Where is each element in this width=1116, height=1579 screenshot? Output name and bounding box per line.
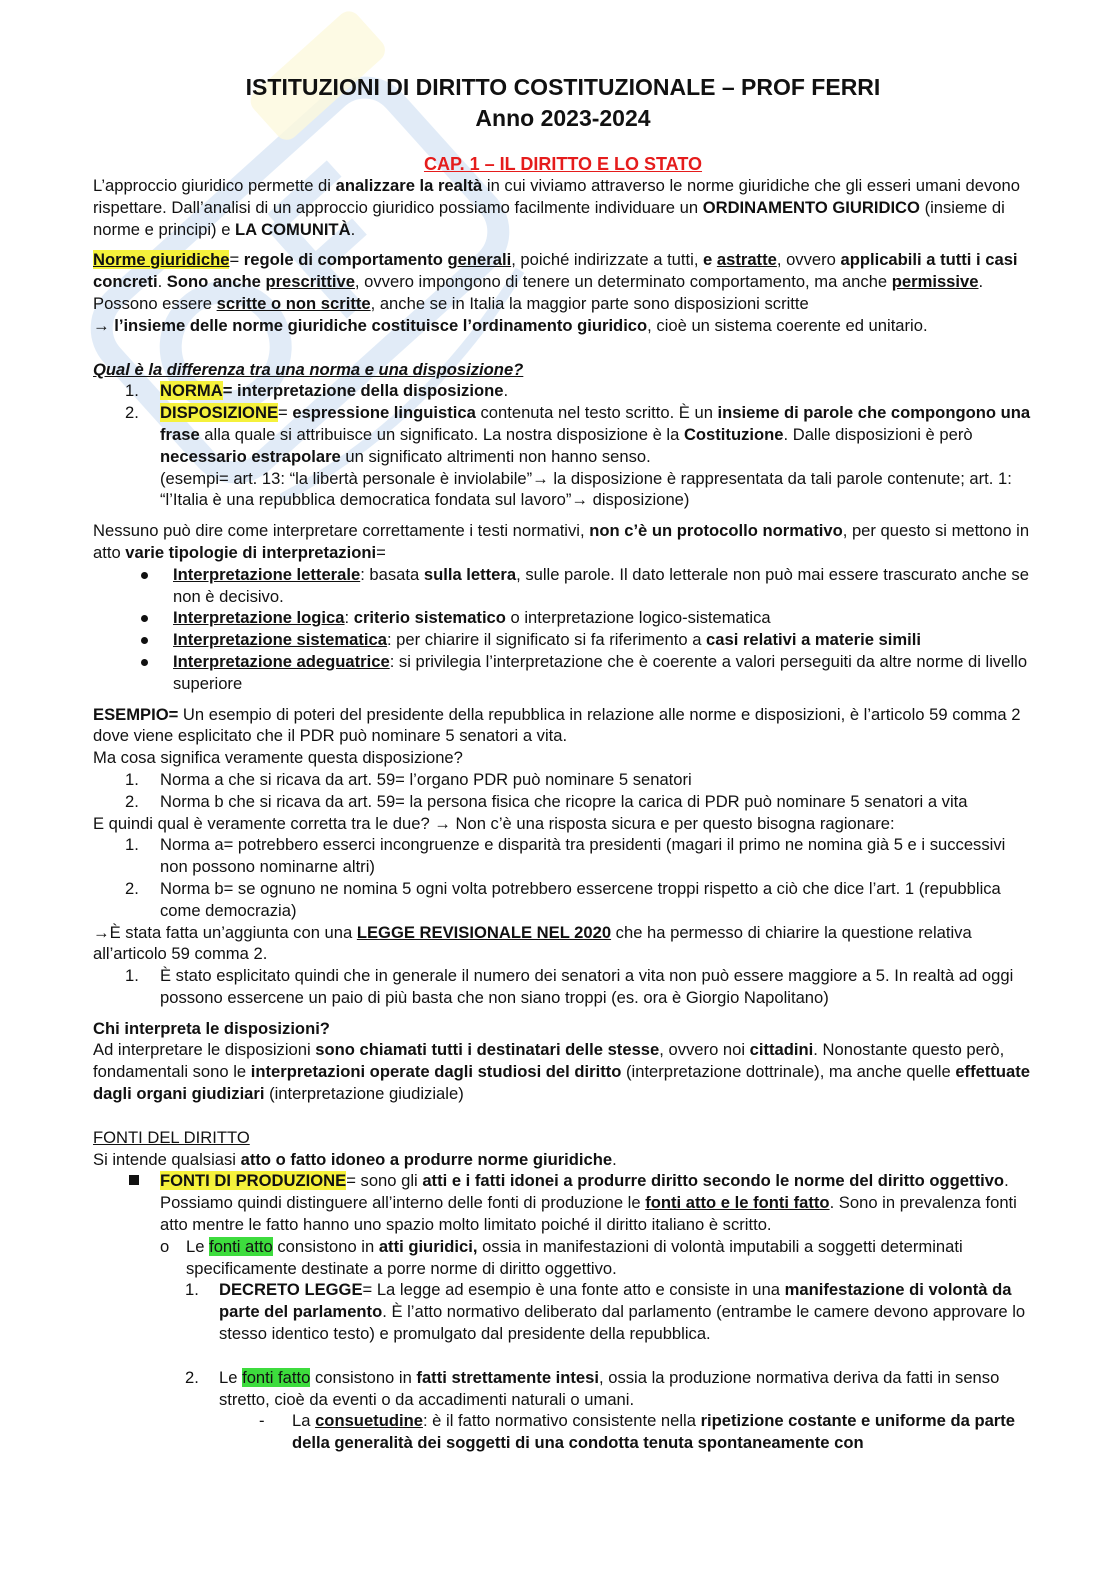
ordinamento-paragraph: → l’insieme delle norme giuridiche costituisce l’ordinamento giuridico, cioè un sistema coerente ed unitario. <box>93 315 928 335</box>
fonti-definition: Si intende qualsiasi atto o fatto idoneo a produrre norme giuridiche. <box>93 1149 617 1169</box>
esempio-paragraph: ESEMPIO= Un esempio di poteri del presidente della repubblica in relazione alle norme e disposizioni, è l’articolo 59 comma 2 dove viene esplicitato che il PDR può nominare 5 senatori a vita. <box>93 704 1021 746</box>
interpretazioni-list <box>93 564 1033 695</box>
fonti-fatto-item: 2. Le fonti fatto consistono in fatti strettamente intesi, ossia la produzione normativa deriva da fatti in senso stretto, cioè da eventi o da accadimenti naturali o umani. <box>185 1367 1000 1409</box>
question-chi-interpreta: Chi interpreta le disposizioni? <box>93 1018 330 1038</box>
chapter-heading: CAP. 1 – IL DIRITTO E LO STATO <box>423 154 703 174</box>
list-item: 2. DISPOSIZIONE= espressione linguistica contenuta nel testo scritto. È un insieme di parole che compongono una frase alla quale si attribuisce un significato. La nostra disposizione è la Costituzione. Dalle disposizioni è però necessario estrapolare un significato altrimenti non hanno senso. (esempi= art. 13: “la libertà personale è inviolabile”→ la disposizione è rappresentata da tali parole contenute; art. 1: “l’Italia è una repubblica democratica fondata sul lavoro”→ disposizione) <box>125 403 1031 510</box>
list-item: Interpretazione adeguatrice: si privilegia l’interpretazione che è coerente a valori perseguiti da altre norme di livello superiore <box>93 651 1033 695</box>
interpretazioni-paragraph: Nessuno può dire come interpretare correttamente i testi normativi, non c’è un protocollo normativo, per questo si mettono in atto varie tipologie di interpretazioni= <box>93 521 1030 562</box>
question-norma-disposizione: Qual è la differenza tra una norma e una disposizione? <box>93 359 524 379</box>
list-item: Interpretazione logica: criterio sistematico o interpretazione logico-sistematica <box>93 607 1033 629</box>
list-item: 2. Norma b= se ognuno ne nomina 5 ogni volta potrebbero essercene troppi rispetto a ciò che dice l’art. 1 (repubblica come democrazia) <box>125 878 1001 920</box>
senatori-list <box>93 965 1033 1009</box>
document-title <box>93 72 1033 134</box>
consuetudine-item: - La consuetudine: è il fatto normativo consistente nella ripetizione costante e uniforme da parte della generalità dei soggetti di una condotta tenuta spontaneamente con <box>259 1411 1016 1453</box>
bullet-icon <box>141 572 148 579</box>
bullet-icon <box>141 659 148 666</box>
intro-paragraph: L’approccio giuridico permette di analizzare la realtà in cui viviamo attraverso le norme giuridiche che gli esseri umani devono rispettare. Dall’analisi di un approccio giuridico possiamo facilmente individuare un ORDINAMENTO GIURIDICO (insieme di norme e principi) e LA COMUNITÀ. <box>93 176 1020 239</box>
chi-interpreta-paragraph: Ad interpretare le disposizioni sono chiamati tutti i destinatari delle stesse, ovvero noi cittadini. Nonostante questo però, fondamentali sono le interpretazioni operate dagli studiosi del diritto (interpretazione dottrinale), ma anche quelle effettuate dagli organi giudiziari (interpretazione giudiziale) <box>93 1040 1030 1104</box>
fonti-atto-item: o Le fonti atto consistono in atti giuridici, ossia in manifestazioni di volontà imputabili a soggetti determinati specificamente destinate a porre norme di diritto oggettivo. <box>160 1236 963 1278</box>
decreto-legge-item: 1. DECRETO LEGGE= La legge ad esempio è una fonte atto e consiste in una manifestazione di volontà da parte del parlamento. È l’atto normativo deliberato dal parlamento (entrambe le camere devono approvare lo stesso identico testo) e promulgato dal presidente della repubblica. <box>185 1280 1026 1344</box>
norma-ab-list <box>93 769 1033 813</box>
title-line-2: Anno 2023-2024 <box>475 105 651 131</box>
list-item: 1. Norma a= potrebbero esserci incongruenze e disparità tra presidenti (magari il primo ne nomina già 5 e i successivi non possono nominarne altri) <box>125 835 1006 877</box>
ragionare-paragraph: E quindi qual è veramente corretta tra le due? → Non c’è una risposta sicura e per questo bisogna ragionare: <box>93 813 895 833</box>
esempio-question: Ma cosa significa veramente questa disposizione? <box>93 748 463 768</box>
legge-revisionale-paragraph: →È stata fatta un’aggiunta con una LEGGE REVISIONALE NEL 2020 che ha permesso di chiarire la questione relativa all’articolo 59 comma 2. <box>93 922 972 964</box>
list-item: Interpretazione sistematica: per chiarire il significato si fa riferimento a casi relativi a materie simili <box>93 629 1033 651</box>
fonti-heading: FONTI DEL DIRITTO <box>93 1127 250 1147</box>
list-item: 1. È stato esplicitato quindi che in generale il numero dei senatori a vita non può essere maggiore a 5. In realtà ad oggi possono essercene un paio di più basta che non siano troppi (es. ora è Giorgio Napolitano) <box>125 966 1014 1007</box>
document-page <box>93 72 1033 1454</box>
bullet-icon <box>141 615 148 622</box>
bullet-icon <box>141 637 148 644</box>
fonti-produzione-item: FONTI DI PRODUZIONE= sono gli atti e i fatti idonei a produrre diritto secondo le norme del diritto oggettivo. Possiamo quindi distinguere all’interno delle fonti di produzione le fonti atto e le fonti fatto. Sono in prevalenza fonti atto mentre le fatto hanno uno spazio molto limitato poiché il diritto italiano è scritto. <box>93 1170 1033 1235</box>
list-item: 2. Norma b che si ricava da art. 59= la persona fisica che ricopre la carica di PDR può nominare 5 senatori a vita <box>125 791 968 811</box>
title-line-1: ISTITUZIONI DI DIRITTO COSTITUZIONALE – PROF FERRI <box>245 74 881 100</box>
list-item: 1. Norma a che si ricava da art. 59= l’organo PDR può nominare 5 senatori <box>125 769 692 789</box>
square-bullet-icon <box>129 1175 139 1185</box>
list-item: Interpretazione letterale: basata sulla lettera, sulle parole. Il dato letterale non può mai essere trascurato anche se non è decisivo. <box>93 564 1033 608</box>
norme-paragraph: Norme giuridiche= regole di comportamento generali, poiché indirizzate a tutti, e astratte, ovvero applicabili a tutti i casi concreti. Sono anche prescrittive, ovvero impongono di tenere un determinato comportamento, ma anche permissive. Possono essere scritte o non scritte, anche se in Italia la maggior parte sono disposizioni scritte <box>93 250 1018 313</box>
norma-disposizione-list <box>93 380 1033 511</box>
ragionamento-list <box>93 834 1033 921</box>
list-item: 1. NORMA= interpretazione della disposizione. <box>125 381 509 401</box>
